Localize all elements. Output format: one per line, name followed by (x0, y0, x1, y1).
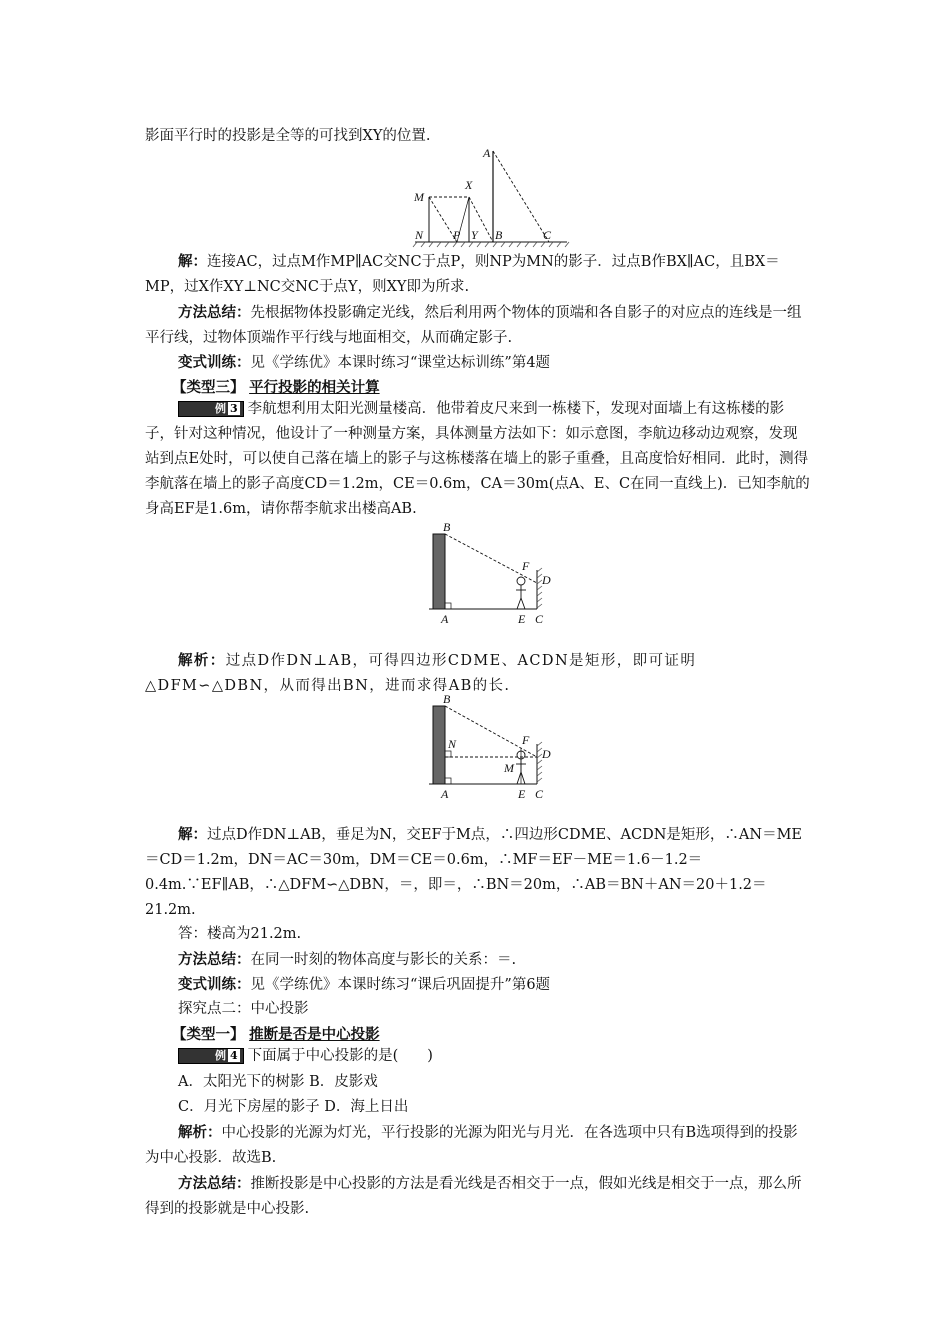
solution-3 (145, 822, 810, 923)
intro-text: 影面平行时的投影是全等的可找到XY的位置. (145, 128, 431, 144)
type3-title: 平行投影的相关计算 (249, 379, 380, 396)
type1-bracket: 【类型一】 (172, 1026, 245, 1043)
solution-label: 解： (178, 253, 207, 270)
summary-label: 方法总结： (178, 304, 251, 321)
options-ab-text: A．太阳光下的树影 B．皮影戏 (178, 1074, 378, 1090)
variant-label: 变式训练： (178, 976, 251, 993)
fig1-label-c: C (543, 228, 552, 242)
summary-text: 推断投影是中心投影的方法是看光线是否相交于一点，假如光线是相交于一点，那么所得到的投影就是中心投影. (145, 1176, 802, 1217)
fig1-label-x: X (465, 178, 473, 192)
analysis-4 (145, 1120, 810, 1171)
exploration-text: 探究点二：中心投影 (178, 1001, 309, 1017)
variant-training-1 (145, 350, 810, 376)
solution-text: 过点D作DN⊥AB，垂足为N，交EF于M点，∴四边形CDME、ACDN是矩形，∴AN＝ME＝CD＝1.2m，DN＝AC＝30m，DM＝CE＝0.6m，∴MF＝EF－ME＝1.6－1.2＝0.4m.∵EF∥AB，∴△DFM∽△DBN，＝，即＝，∴BN＝20m，∴AB＝BN＋AN＝20＋1.2＝21.2m. (145, 827, 803, 918)
variant-training-3 (145, 972, 810, 998)
fig1-label-n: N (415, 228, 424, 242)
example-badge: 例 4 (178, 1048, 244, 1064)
solution-text: 连接AC，过点M作MP∥AC交NC于点P，则NP为MN的影子．过点B作BX∥AC，且BX＝MP，过X作XY⊥NC交NC于点Y，则XY即为所求. (145, 254, 780, 295)
fig3-label-n: N (448, 737, 457, 751)
fig1-label-p: P (453, 228, 461, 242)
example-3 (145, 397, 810, 522)
fig1-label-y: Y (471, 228, 478, 242)
example-text: 李航想利用太阳光测量楼高．他带着皮尺来到一栋楼下，发现对面墙上有这栋楼的影子，针对这种情况，他设计了一种测量方案，具体测量方法如下：如示意图，李航边移动边观察，发现站到点E处时，可以使自己落在墙上的影子与这栋楼落在墙上的影子重叠，且高度恰好相同．此时，测得李航落在墙上的影子高度CD＝1.2m，CE＝0.6m，CA＝30m(点A、E、C在同一直线上)．已知李航的身高EF是1.6m，请你帮李航求出楼高AB. (145, 401, 810, 517)
figure-building-shadow (425, 520, 565, 628)
type3-bracket: 【类型三】 (172, 379, 245, 396)
variant-text: 见《学练优》本课时练习“课后巩固提升”第6题 (250, 977, 551, 993)
example-4 (145, 1044, 810, 1069)
fig3-label-c: C (535, 787, 544, 801)
options-cd-text: C．月光下房屋的影子 D．海上日出 (178, 1099, 409, 1115)
fig3-label-m: M (504, 761, 514, 775)
summary-label: 方法总结： (178, 1175, 251, 1192)
fig2-label-b: B (443, 520, 451, 534)
analysis-text: 过点D作DN⊥AB，可得四边形CDME、ACDN是矩形，即可证明△DFM∽△DBN，从而得出BN，进而求得AB的长. (145, 653, 697, 694)
fig3-label-f: F (522, 733, 530, 747)
analysis-label: 解析： (178, 652, 226, 669)
solution-1 (145, 249, 810, 300)
fig2-label-c: C (535, 612, 544, 626)
analysis-text: 中心投影的光源为灯光，平行投影的光源为阳光与月光．在各选项中只有B选项得到的投影为中心投影．故选B. (145, 1125, 798, 1166)
figure-shadow-construction (405, 145, 575, 250)
fig3-label-b: B (443, 692, 451, 706)
solution-label: 解： (178, 826, 207, 843)
fig1-label-m: M (414, 190, 424, 204)
method-summary-1 (145, 300, 810, 351)
options-ab (145, 1070, 810, 1095)
type1-title: 推断是否是中心投影 (249, 1026, 380, 1043)
fig1-label-a: A (483, 146, 491, 160)
summary-text: 先根据物体投影确定光线，然后利用两个物体的顶端和各自影子的对应点的连线是一组平行线，过物体顶端作平行线与地面相交，从而确定影子. (145, 305, 802, 346)
fig3-label-e: E (518, 787, 526, 801)
fig3-label-a: A (441, 787, 449, 801)
answer-3 (145, 922, 810, 947)
variant-label: 变式训练： (178, 354, 251, 371)
exploration-point-2 (145, 997, 810, 1022)
example-text: 下面属于中心投影的是( ) (247, 1048, 433, 1064)
fig2-label-d: D (542, 573, 551, 587)
fig3-label-d: D (542, 747, 551, 761)
variant-text: 见《学练优》本课时练习“课堂达标训练”第4题 (250, 355, 551, 371)
summary-label: 方法总结： (178, 951, 251, 968)
figure-building-shadow-construction (425, 692, 565, 804)
fig2-label-f: F (522, 559, 530, 573)
options-cd (145, 1095, 810, 1120)
example-badge: 例 3 (178, 401, 244, 417)
summary-text: 在同一时刻的物体高度与影长的关系：＝. (250, 952, 517, 968)
method-summary-4 (145, 1171, 810, 1222)
fig2-label-e: E (518, 612, 526, 626)
fig2-label-a: A (441, 612, 449, 626)
method-summary-3 (145, 947, 810, 973)
fig1-label-b: B (495, 228, 503, 242)
analysis-label: 解析： (178, 1124, 222, 1141)
answer-text: 答：楼高为21.2m. (178, 926, 302, 942)
